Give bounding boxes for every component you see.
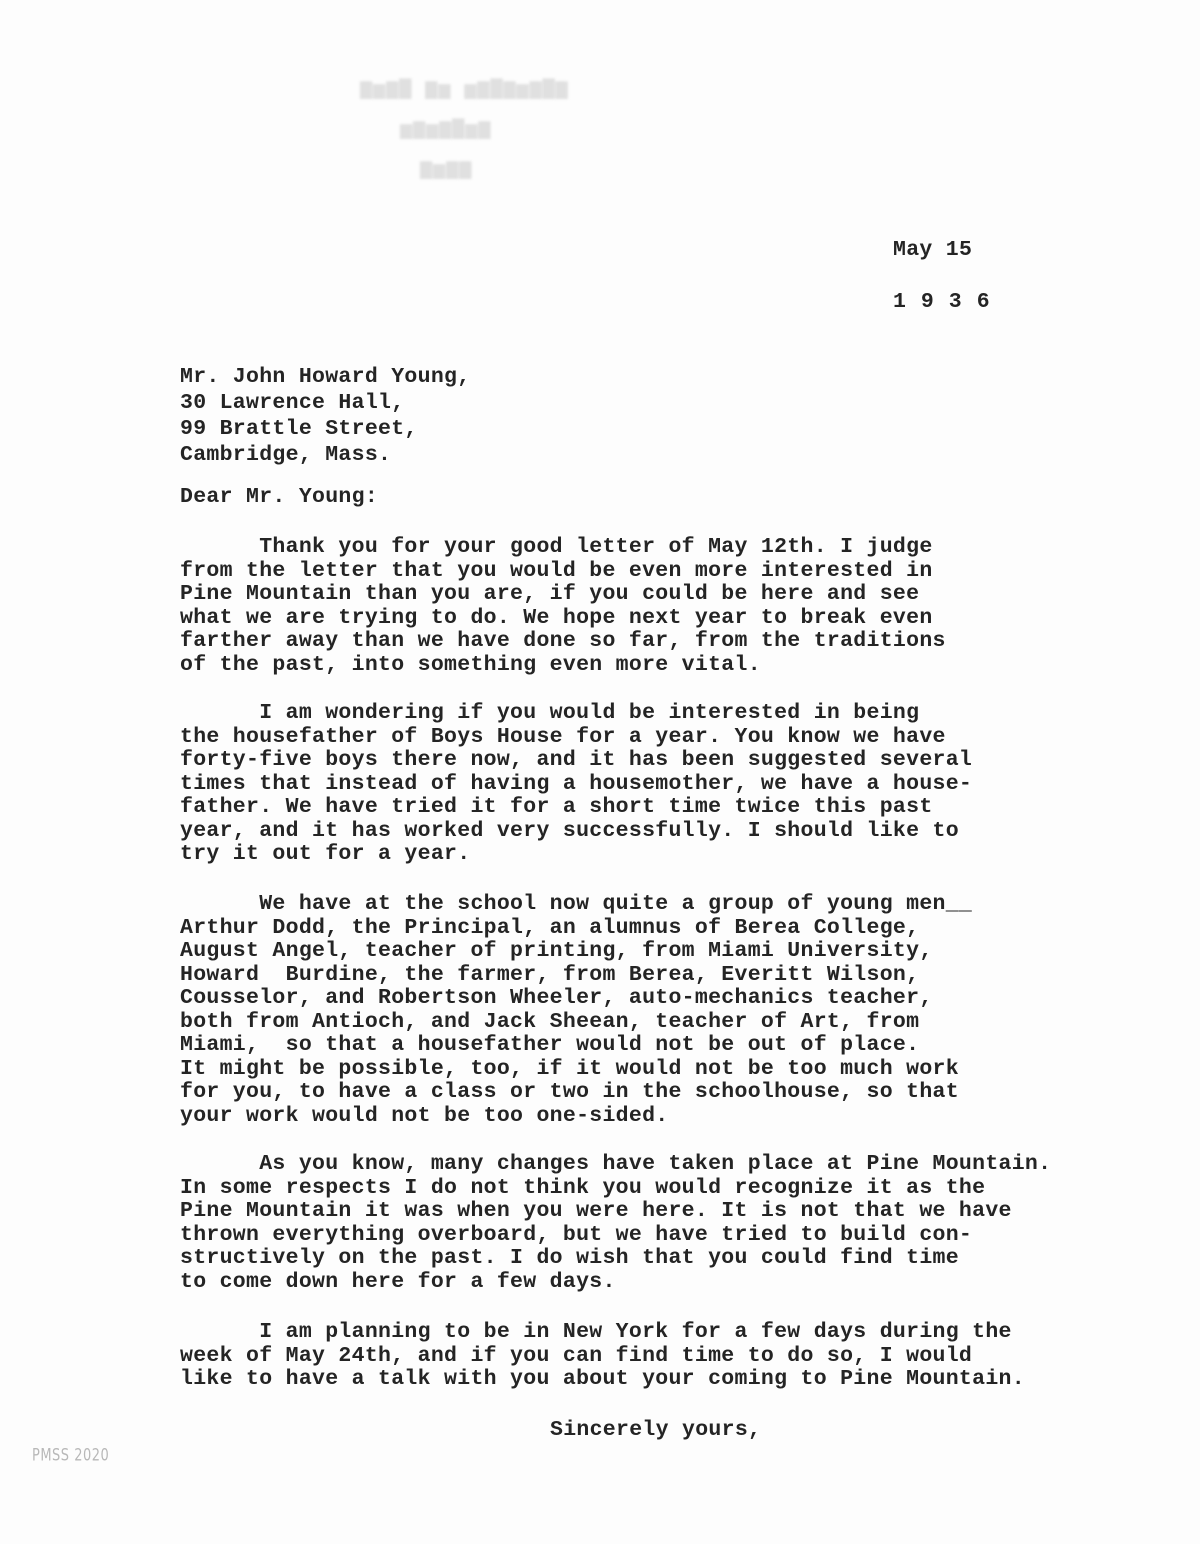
address-line: 99 Brattle Street, <box>180 417 418 441</box>
address-line: 30 Lawrence Hall, <box>180 391 405 415</box>
body-paragraph: As you know, many changes have taken place at Pine Mountain. In some respects I do not think you would recognize it as the Pine Mountain it was when you were here. It is not that we have thrown everything overboard, but we have tried to build con- structively on the past. I do wish that you could find time to come down here for a few days. <box>180 1152 1052 1294</box>
archive-watermark: PMSS 2020 <box>32 1446 110 1466</box>
date-line: May 15 <box>893 238 973 262</box>
body-paragraph: I am planning to be in New York for a few days during the week of May 24th, and if you can find time to do so, I would like to have a talk with you about your coming to Pine Mountain. <box>180 1320 1025 1391</box>
body-paragraph: Thank you for your good letter of May 12th. I judge from the letter that you would be even more interested in Pine Mountain than you are, if you could be here and see what we are trying to do. We hope next year to break even farther away than we have done so far, from the traditions of the past, into something even more vital. <box>180 535 946 677</box>
recipient-address <box>180 364 470 468</box>
salutation: Dear Mr. Young: <box>180 485 379 509</box>
address-line: Mr. John Howard Young, <box>180 365 471 389</box>
year-line: 1936 <box>893 290 1005 314</box>
letter-date <box>893 224 1005 328</box>
body-paragraph: We have at the school now quite a group of young men__ Arthur Dodd, the Principal, an alumnus of Berea College, August Angel, teacher of printing, from Miami University, Howard Burdine, the farmer, from Berea, Everitt Wilson, Cousselor, and Robertson Wheeler, auto-mechanics teacher, both from Antioch, and Jack Sheean, teacher of Art, from Miami, so that a housefather would not be out of place. It might be possible, too, if it would not be too much work for you, to have a class or two in the schoolhouse, so that your work would not be too one-sided. <box>180 892 973 1128</box>
body-paragraph: I am wondering if you would be interested in being the housefather of Boys House for a year. You know we have forty-five boys there now, and it has been suggested several times that instead of having a housemother, we have a house- father. We have tried it for a short time twice this past year, and it has worked very successfully. I should like to try it out for a year. <box>180 701 973 866</box>
closing: Sincerely yours, <box>550 1418 762 1442</box>
bleed-through-marks: ▆▅▆▇ ▆▅ ▅▆▇▆▅▆▇▆ ▅▆▅▆▇▅▆ ▆▅▆▆ <box>360 78 569 181</box>
address-line: Cambridge, Mass. <box>180 443 392 467</box>
